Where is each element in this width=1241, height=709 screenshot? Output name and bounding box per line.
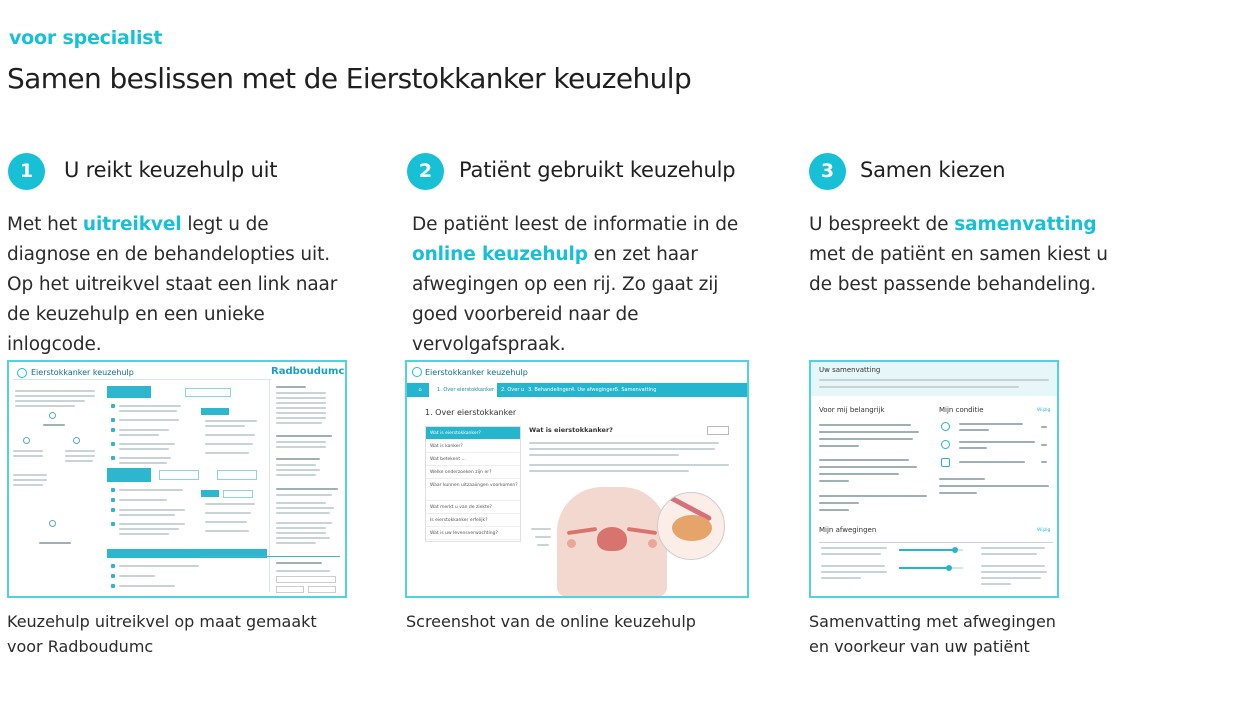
- step-title: U reikt keuzehulp uit: [64, 158, 278, 182]
- summary-title: Uw samenvatting: [819, 366, 881, 374]
- uitreikvel-link[interactable]: uitreikvel: [82, 214, 182, 235]
- online-keuzehulp-thumbnail[interactable]: [405, 360, 749, 598]
- thumb-header: [13, 366, 271, 380]
- step-number: 3: [809, 153, 846, 190]
- thumb-tab: 2. Over u: [501, 387, 525, 393]
- clock-icon: [941, 422, 950, 431]
- thumb-list-item: Wat is eierstokkanker?: [426, 427, 520, 440]
- thumb-section-title: 1. Over eierstokkanker: [425, 408, 517, 417]
- thumb-content-title: Wat is eierstokkanker?: [529, 426, 613, 434]
- thumb-app-name: Eierstokkanker keuzehulp: [31, 368, 134, 377]
- step-number: 1: [8, 153, 45, 190]
- thumb-topic-list: [425, 426, 521, 542]
- weigh-slider: [899, 567, 963, 569]
- keuzehulp-logo-icon: [17, 368, 27, 378]
- samenvatting-caption: Samenvatting met afwegingen en voorkeur van uw patiënt: [809, 612, 1056, 656]
- weigh-title: Mijn afwegingen: [819, 526, 877, 534]
- weigh-slider: [899, 549, 963, 551]
- uitreikvel-caption: Keuzehulp uitreikvel op maat gemaakt voor Radboudumc: [7, 612, 317, 656]
- thumb-list-item: Wat betekent ...: [426, 453, 520, 466]
- thumb-list-item: Wat is kanker?: [426, 440, 520, 453]
- online-keuzehulp-link[interactable]: online keuzehulp: [412, 244, 588, 265]
- thumb-header: [407, 362, 747, 383]
- step-text: U bespreekt de: [809, 214, 955, 235]
- keuzehulp-logo-icon: [412, 367, 422, 377]
- step-title: Samen kiezen: [860, 158, 1006, 182]
- basket-icon: [941, 458, 950, 467]
- step-description: [809, 210, 1109, 300]
- step-text: en zet haar afwegingen op een rij. Zo gaat zij goed voorbereid naar de vervolgafspraak.: [412, 244, 719, 355]
- step-text: Met het: [7, 214, 83, 235]
- thumb-list-item: Waar kunnen uitzaaiingen voorkomen?: [426, 479, 520, 501]
- samenvatting-link[interactable]: samenvatting: [954, 214, 1097, 235]
- step-title: Patiënt gebruikt keuzehulp: [459, 158, 736, 182]
- step-number: 2: [407, 153, 444, 190]
- thumb-tab: 1. Over eierstokkanker: [429, 383, 497, 397]
- thumb-tab: 4. Uw afwegingen: [571, 387, 616, 393]
- samenvatting-thumbnail[interactable]: [809, 360, 1059, 598]
- thumb-list-item: Is eierstokkanker erfelijk?: [426, 514, 520, 527]
- thumb-tab: 5. Samenvatting: [615, 387, 657, 393]
- step-text: legt u de diagnose en de behandelopties uit. Op het uitreikvel staat een link naar de keuzehulp en een unieke inlogcode.: [7, 214, 338, 355]
- online-keuzehulp-caption: Screenshot van de online keuzehulp: [406, 612, 696, 631]
- step-description: [7, 210, 347, 360]
- thumb-tab: 3. Behandelingen: [528, 387, 572, 393]
- summary-col1-title: Voor mij belangrijk: [819, 406, 885, 414]
- thumb-list-item: Wat is uw levensverwachting?: [426, 527, 520, 540]
- print-button: [707, 426, 729, 435]
- thumb-app-name: Eierstokkanker keuzehulp: [425, 368, 528, 377]
- anatomy-illustration: [557, 487, 667, 597]
- uitreikvel-thumbnail[interactable]: [7, 360, 347, 598]
- radboudumc-logo: Radboudumc: [271, 366, 345, 377]
- step-text: met de patiënt en samen kiest u de best passende behandeling.: [809, 244, 1108, 295]
- thumb-list-item: Welke onderzoeken zijn er?: [426, 466, 520, 479]
- summary-col2-title: Mijn conditie: [939, 406, 984, 414]
- edit-link: Wijzig: [1037, 408, 1051, 413]
- person-icon: [941, 440, 950, 449]
- thumb-list-item: Wat merkt u van de ziekte?: [426, 501, 520, 514]
- thumb-nav-tabs: [407, 383, 747, 397]
- summary-intro: [811, 362, 1057, 396]
- anatomy-detail-illustration: [657, 492, 725, 560]
- eyebrow-label: voor specialist: [9, 27, 163, 49]
- thumb-sidebar: [269, 380, 343, 592]
- home-icon: ⌂: [418, 387, 422, 393]
- step-text: De patiënt leest de informatie in de: [412, 214, 739, 235]
- page-title: Samen beslissen met de Eierstokkanker keuzehulp: [7, 62, 692, 95]
- step-description: [412, 210, 762, 360]
- edit-link: Wijzig: [1037, 528, 1051, 533]
